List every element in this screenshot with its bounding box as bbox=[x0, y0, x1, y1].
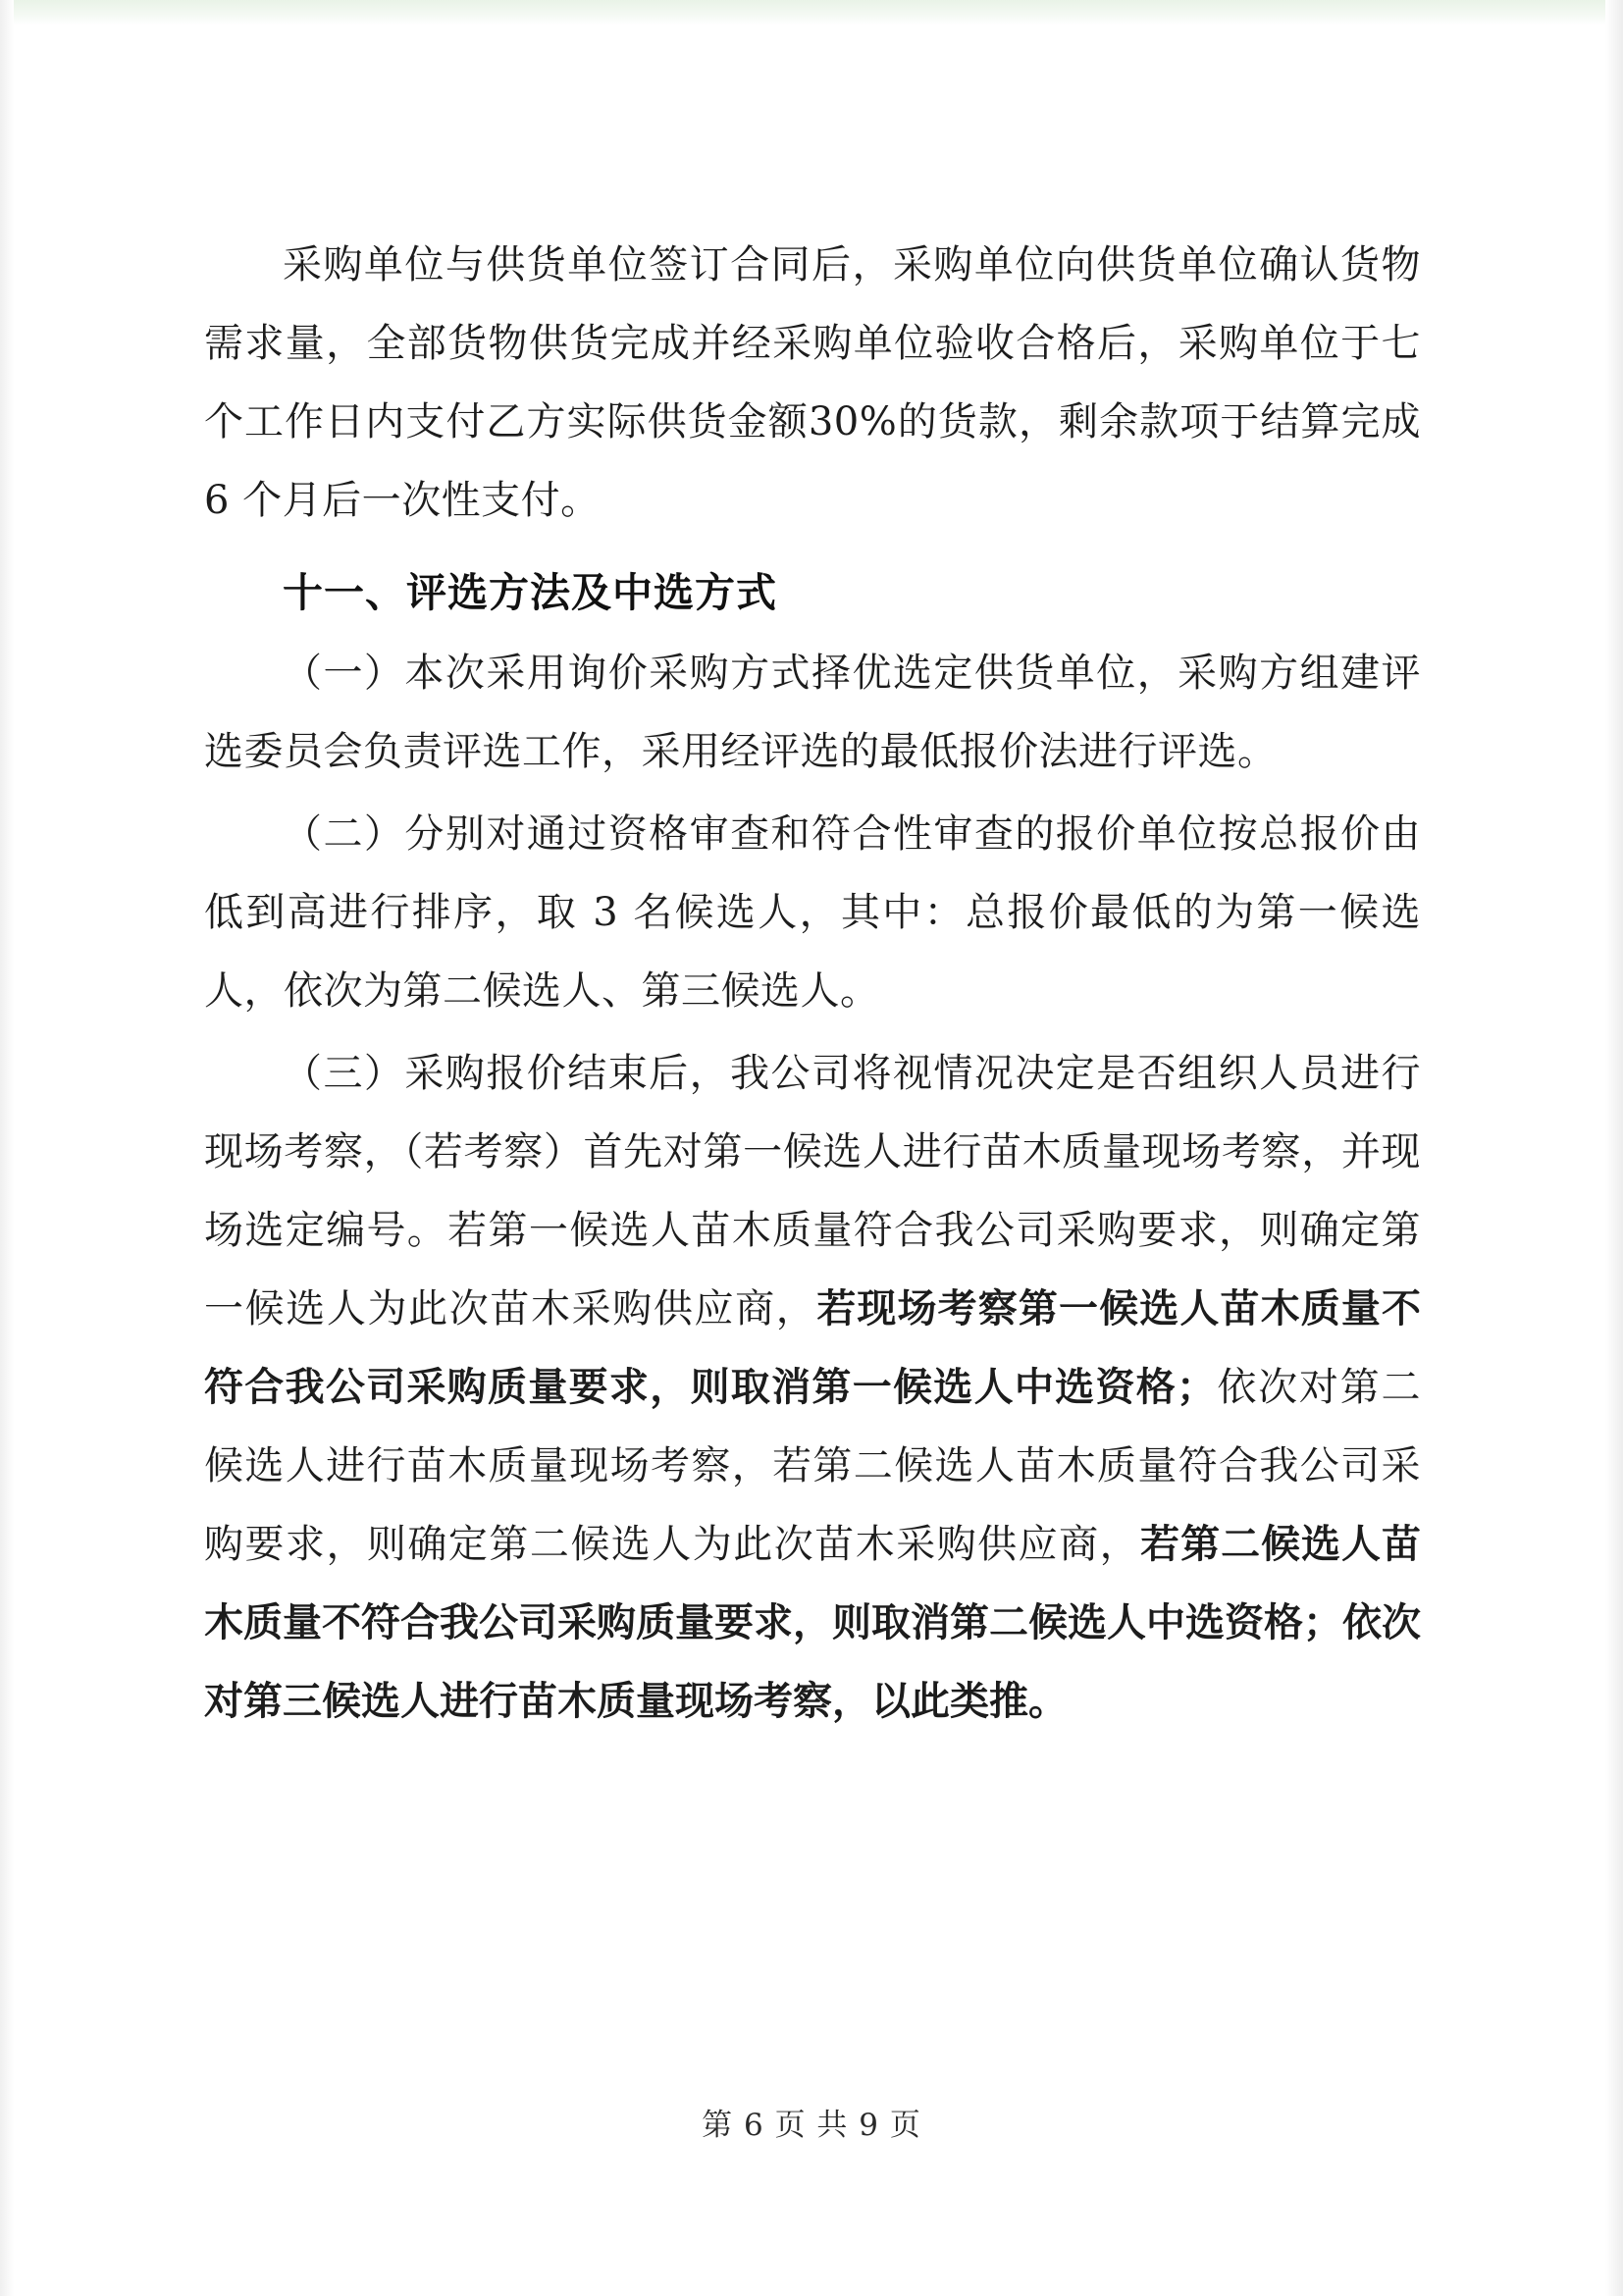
scan-left-edge bbox=[0, 0, 14, 2296]
section-heading: 十一、评选方法及中选方式 bbox=[283, 569, 777, 616]
item-three-run-2-bold: 若现场考察第一候选人苗木质量不符合我公司采购质量要求，则取消第一候选人中选资格； bbox=[204, 1286, 1422, 1410]
paragraph-item-two: （二）分别对通过资格审查和符合性审查的报价单位按总报价由低到高进行排序，取 3 名候选人，其中：总报价最低的为第一候选人，依次为第二候选人、第三候选人。 bbox=[204, 811, 1421, 1014]
item-three-run-3: 依次对第二候选人进行苗木质量现场考察，若第二候选人苗木质量符合我公司采购要求，则确定第二候选人为此次苗木采购供应商， bbox=[204, 1365, 1422, 1567]
paragraph-payment-terms: 采购单位与供货单位签订合同后，采购单位向供货单位确认货物需求量，全部货物供货完成并经采购单位验收合格后，采购单位于七个工作日内支付乙方实际供货金额30%的货款，剩余款项于结算完成 6 个月后一次性支付。 bbox=[204, 242, 1421, 523]
scan-top-band bbox=[0, 0, 1623, 26]
paragraph-item-one: （一）本次采用询价采购方式择优选定供货单位，采购方组建评选委员会负责评选工作，采用经评选的最低报价法进行评选。 bbox=[204, 651, 1421, 774]
paragraph-item-three bbox=[204, 1034, 1421, 1741]
scan-right-edge bbox=[1605, 0, 1623, 2296]
item-three-run-4-bold: 若第二候选人苗木质量不符合我公司采购质量要求，则取消第二候选人中选资格；依次对第三候选人进行苗木质量现场考察，以此类推。 bbox=[204, 1522, 1422, 1724]
item-three-run-1: （三）采购报价结束后，我公司将视情况决定是否组织人员进行现场考察，（若考察）首先对第一候选人进行苗木质量现场考察，并现场选定编号。若第一候选人苗木质量符合我公司采购要求，则确定第一候选人为此次苗木采购供应商， bbox=[204, 1051, 1421, 1331]
page-footer: 第 6 页 共 9 页 bbox=[702, 2108, 921, 2143]
document-body bbox=[204, 226, 1421, 1745]
